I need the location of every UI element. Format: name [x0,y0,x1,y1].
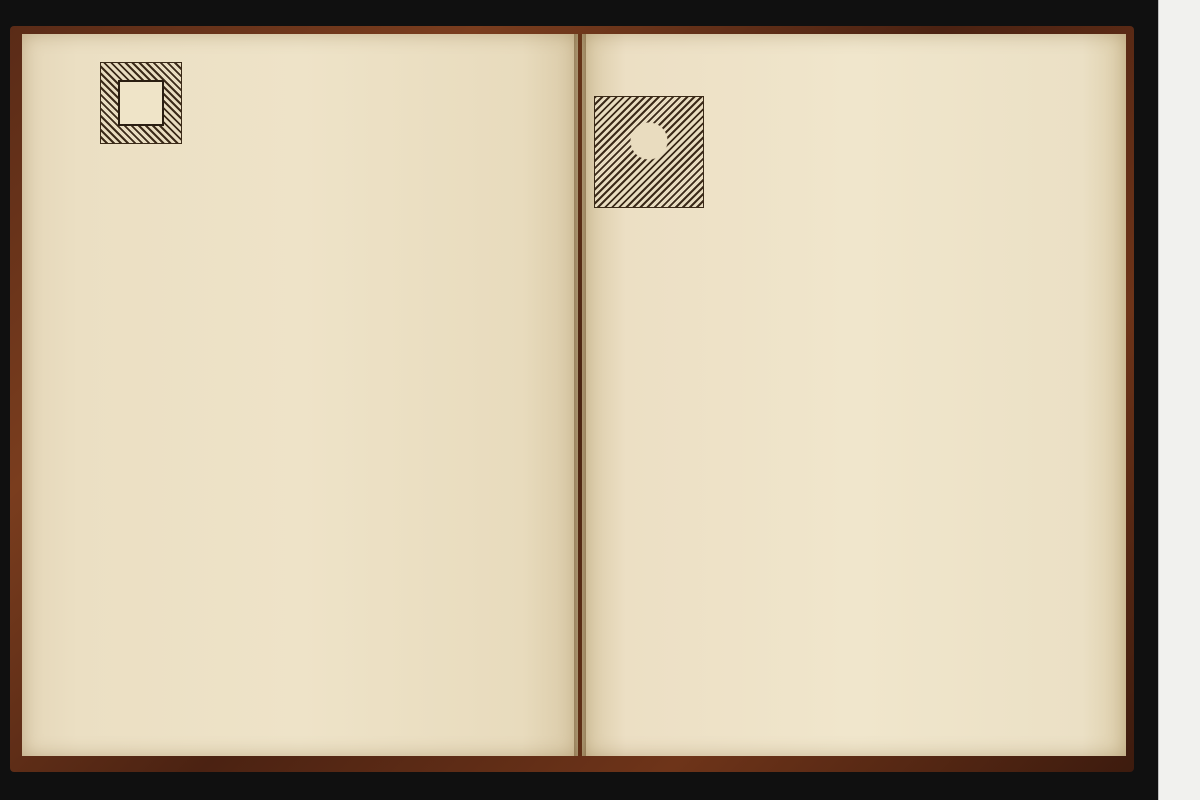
music-staff [598,536,1044,572]
decorated-initial-v [594,96,704,208]
music-staff [108,158,556,194]
music-staff [596,318,1044,354]
music-staff [192,86,556,122]
music-staff [108,306,556,342]
music-staff [114,596,562,632]
music-staff [110,452,558,488]
music-staff [108,232,556,268]
music-staff [110,378,558,414]
music-staff [600,608,1044,644]
book-gutter [574,34,586,756]
decorated-initial-i [100,62,182,144]
music-staff [714,94,1044,130]
music-staff [596,390,1044,426]
music-staff [594,246,1044,282]
music-staff [596,462,1044,498]
measurement-ruler [1158,0,1200,800]
music-staff [712,172,1044,208]
initial-letter [118,80,164,126]
music-staff [112,522,560,558]
